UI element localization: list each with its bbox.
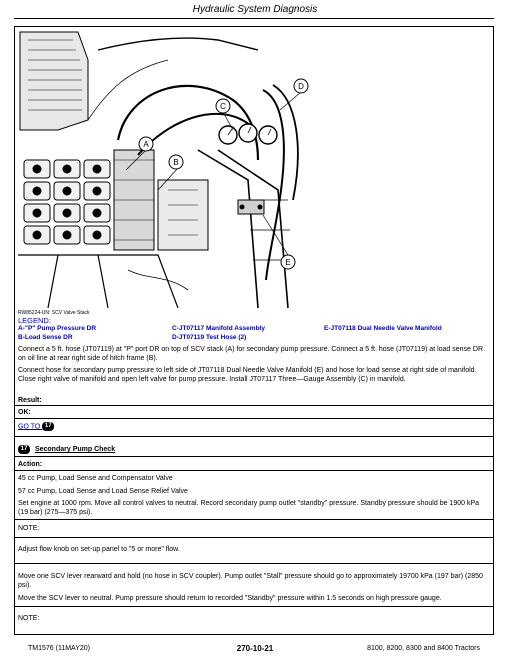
footer-models: 8100, 8200, 8300 and 8400 Tractors <box>367 645 480 652</box>
header-rule <box>14 18 494 19</box>
figure-caption: RW85224-UN: SCV Valve Stack <box>18 310 90 316</box>
step-number-badge: 17 <box>18 445 30 454</box>
divider <box>14 405 494 406</box>
divider <box>14 418 494 419</box>
step-badge: 17 <box>42 422 54 431</box>
pump-type-line-1: 45 cc Pump, Load Sense and Compensator Valve <box>18 475 173 482</box>
goto-text: GO TO <box>18 423 41 431</box>
instruction-paragraph-4: Adjust flow knob on set-up panel to "5 or more" flow. <box>18 546 180 553</box>
divider <box>14 436 494 437</box>
section-title: Secondary Pump Check <box>34 446 116 454</box>
note-label: NOTE: <box>18 525 40 532</box>
instruction-paragraph-6: Move the SCV lever to neutral. Pump pressure should return to recorded "Standby" pressure within 1.5 seconds on high pressure gauge. <box>18 595 442 602</box>
divider <box>14 456 494 457</box>
callout-b: B <box>173 158 179 167</box>
action-label: Action: <box>18 461 43 468</box>
callout-e: E <box>285 258 291 267</box>
callout-c: C <box>220 102 226 111</box>
legend-item-e: E-JT07118 Dual Needle Valve Manifold <box>324 325 442 332</box>
divider <box>14 606 494 607</box>
legend-item-c: C-JT07117 Manifold Assembly <box>172 325 265 332</box>
instruction-paragraph-1: Connect a 5 ft. hose (JT07119) at "P" port DR on top of SCV stack (A) for secondary pump pressure. Connect a 5 ft. hose (JT07119) at load sense DR on oil line at rear right side of hitch frame (B). <box>18 346 483 362</box>
divider <box>14 519 494 520</box>
result-label: Result: <box>18 397 42 404</box>
divider <box>14 563 494 564</box>
instruction-paragraph-3: Set engine at 1000 rpm. Move all control valves to neutral. Record secondary pump outlet "standby" pressure. Standby pressure should be 1900 kPa (19 bar) (275—375 psi). <box>18 500 480 516</box>
divider <box>14 537 494 538</box>
note-label: NOTE: <box>18 615 40 622</box>
legend-item-b: B-Load Sense DR <box>18 334 73 341</box>
legend-title: LEGEND: <box>18 316 51 325</box>
legend-item-a: A-"P" Pump Pressure DR <box>18 325 97 332</box>
divider <box>14 470 494 471</box>
footer-manual-id: TM1576 (11MAY20) <box>28 645 90 652</box>
callout-d: D <box>298 82 304 91</box>
footer-page-number: 270-10-21 <box>236 644 274 653</box>
pump-type-line-2: 57 cc Pump, Load Sense and Load Sense Relief Valve <box>18 488 188 495</box>
instruction-paragraph-5: Move one SCV lever rearward and hold (no hose in SCV coupler). Pump outlet "Stall" pressure should go to approximately 19700 kPa (197 bar) (2850 psi). <box>18 573 483 589</box>
page-header-title: Hydraulic System Diagnosis <box>192 4 318 15</box>
ok-label: OK: <box>18 409 31 416</box>
scv-valve-stack-illustration <box>18 30 310 308</box>
section-heading <box>18 445 115 454</box>
callout-a: A <box>143 140 149 149</box>
instruction-paragraph-2: Connect hose for secondary pump pressure to left side of JT07118 Dual Needle Valve Manifold (E) and hose for load sense at right side of manifold. Close right valve of manifold and open left valve for pump pressure. Install JT07117 Three—Gauge Assembly (C) in manifold. <box>18 367 477 383</box>
legend-item-d: D-JT07119 Test Hose (2) <box>172 334 247 341</box>
goto-step-link[interactable] <box>18 422 54 431</box>
